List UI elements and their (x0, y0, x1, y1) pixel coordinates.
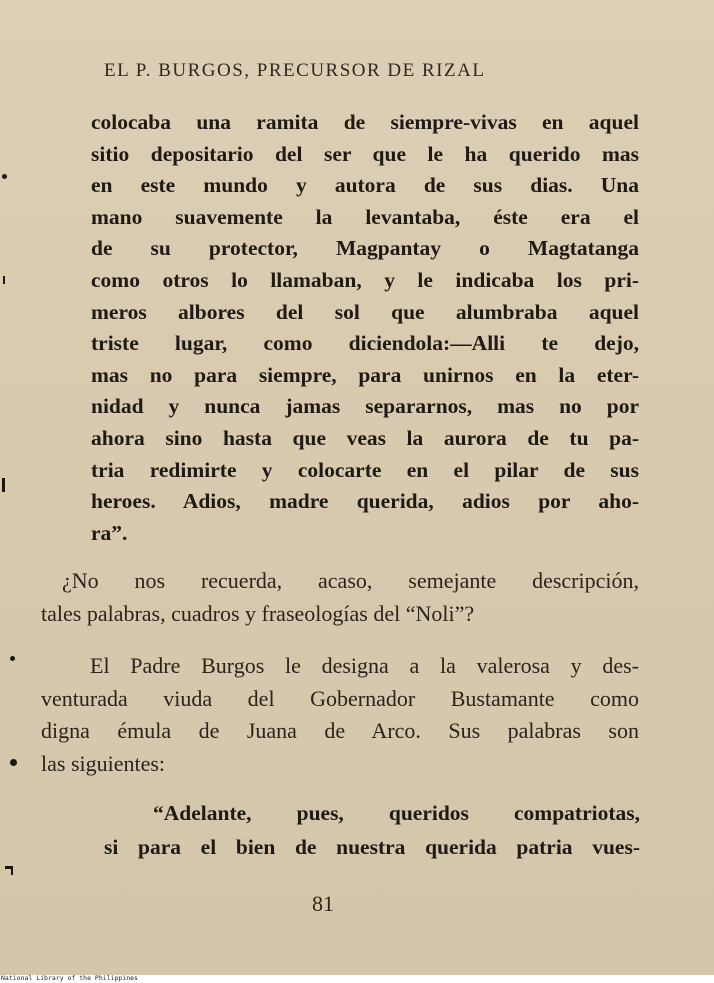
margin-mark (2, 174, 7, 179)
text-line: en este mundo y autora de sus dias. Una (91, 173, 639, 198)
text-line: “Adelante, pues, queridos compatriotas, (153, 801, 640, 825)
margin-mark (10, 656, 15, 661)
text-line: mano suavemente la levantaba, éste era el (91, 204, 639, 229)
text-line: las siguientes: (41, 750, 166, 776)
text-line: digna émula de Juana de Arco. Sus palabras son (41, 718, 639, 743)
text-line: El Padre Burgos le designa a la valerosa y des- (90, 653, 639, 678)
text-line: ra”. (91, 520, 128, 545)
page-number: 81 (312, 891, 334, 916)
text-line: ¿No nos recuerda, acaso, semejante descripción, (62, 568, 639, 593)
margin-mark (2, 478, 5, 492)
text-line: nidad y nunca jamas separarnos, mas no por (91, 394, 639, 419)
text-line: meros albores del sol que alumbraba aquel (91, 299, 639, 324)
block-quote (104, 796, 640, 864)
footer-credit: National Library of the Philippines (1, 974, 138, 982)
text-line: mas no para siempre, para unirnos en la eter- (91, 362, 639, 387)
text-line: venturada viuda del Gobernador Bustamante como (41, 685, 639, 711)
running-head: EL P. BURGOS, PRECURSOR DE RIZAL (104, 60, 486, 81)
text-line: sitio depositario del ser que le ha querido mas (91, 141, 639, 166)
margin-mark (3, 276, 5, 284)
text-line: tria redimirte y colocarte en el pilar de sus (91, 457, 639, 482)
text-line: colocaba una ramita de siempre-vivas en aquel (91, 110, 639, 134)
margin-mark (11, 866, 13, 875)
scan-footer (0, 975, 714, 983)
text-line: tales palabras, cuadros y fraseologías del “Noli”? (41, 600, 475, 626)
text-line: como otros lo llamaban, y le indicaba los pri- (91, 267, 639, 292)
paragraph-burgos (41, 650, 639, 780)
margin-mark (10, 759, 17, 766)
text-line: heroes. Adios, madre querida, adios por aho- (91, 489, 639, 514)
text-line: triste lugar, como diciendola:—Alli te dejo, (91, 331, 639, 356)
text-line: de su protector, Magpantay o Magtatanga (91, 236, 639, 261)
quoted-passage (91, 107, 639, 549)
text-line: ahora sino hasta que veas la aurora de tu pa- (91, 425, 639, 450)
paragraph-question (41, 565, 639, 630)
text-line: si para el bien de nuestra querida patria vues- (104, 835, 640, 859)
